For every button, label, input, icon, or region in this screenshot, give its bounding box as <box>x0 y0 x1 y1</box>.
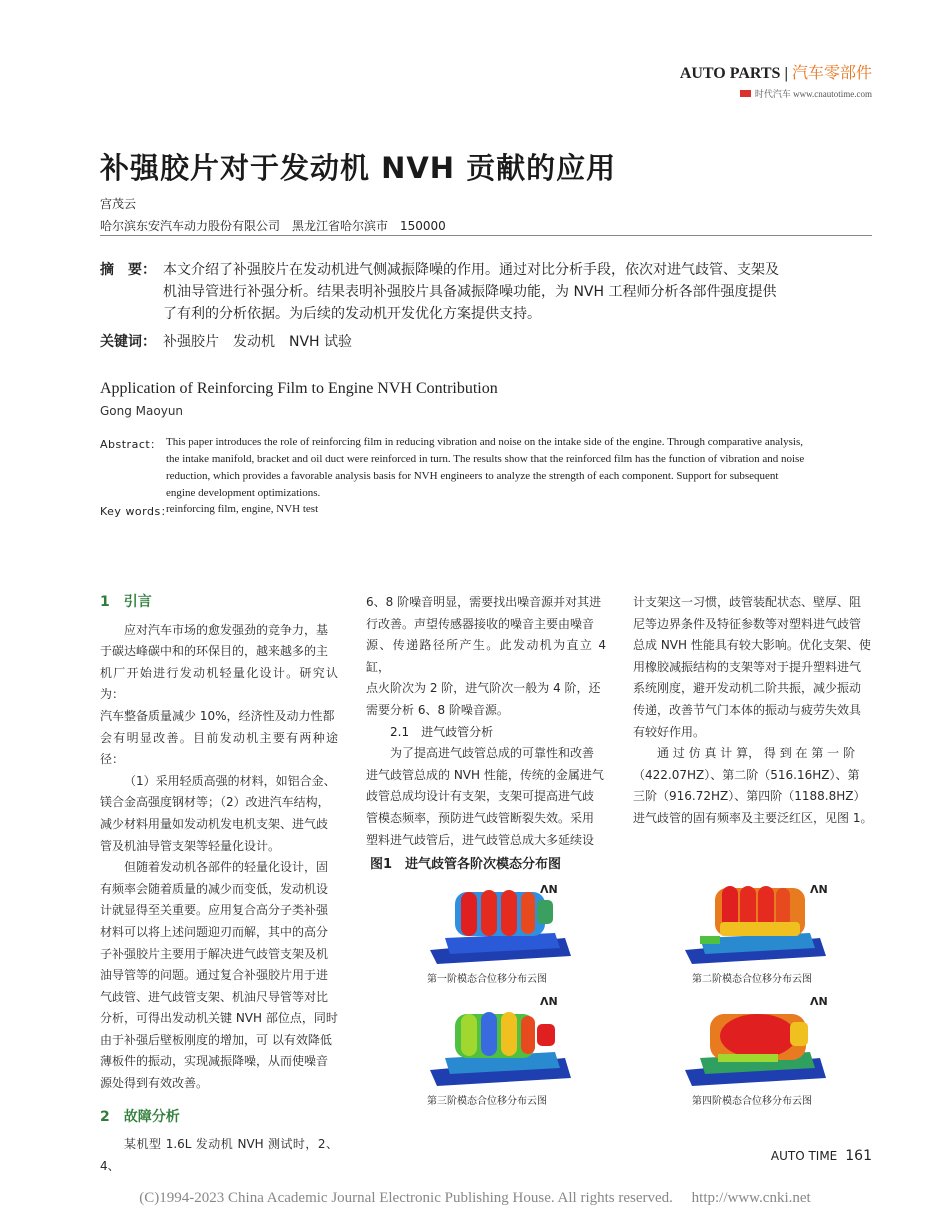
brand-en: AUTO PARTS <box>679 65 781 82</box>
brand-cn: 汽车零部件 <box>791 63 872 82</box>
section-heading-fault: 2 故障分析 <box>100 1108 180 1125</box>
north-indicator: ΛN <box>540 995 558 1008</box>
abstract-cn <box>163 259 875 325</box>
section-heading-intro: 1 引言 <box>100 594 152 610</box>
brand-separator: | <box>784 65 788 82</box>
abstract-cn-label: 摘 要： <box>100 262 156 278</box>
keywords-cn-label: 关键词： <box>100 334 156 350</box>
abstract-en-line: the intake manifold, bracket and oil duct were reinforced in turn. The results show that the reinforced film has the function of vibration and noise <box>166 453 805 465</box>
paragraph: 计支架这一习惯，歧管装配状态、壁厚、阻 尼等边界条件及特征参数等对塑料进气歧管 总成 NVH 性能具有较大影响。优化支架、使 用橡胶减振结构的支架等对于提升塑料进气 系统刚度，避开发动机二阶共振，减少振动 传递，改善节气门本体的振动与疲劳失效具 有较好作用。 <box>633 595 871 739</box>
paragraph: 6、8 阶噪音明显，需要找出噪音源并对其进 行改善。声望传感器接收的噪音主要由噪音 源、传递路径所产生。此发动机为直立 4 缸， 点火阶次为 2 阶，进气阶次一般为 4 阶，还 需要分析 6、8 阶噪音源。 <box>366 595 606 717</box>
north-indicator: ΛN <box>810 883 828 896</box>
column-3 <box>633 592 873 830</box>
keywords-en: reinforcing film, engine, NVH test <box>166 503 319 515</box>
figure-caption: 第二阶模态合位移分布云图 <box>692 974 812 985</box>
north-indicator: ΛN <box>540 883 558 896</box>
page-number: 161 <box>845 1148 872 1164</box>
abstract-cn-line: 机油导管进行补强分析。结果表明补强胶片具备减振降噪功能，为 NVH 工程师分析各部件强度提供 <box>163 284 777 300</box>
column-1 <box>100 592 338 1177</box>
paper-title: 补强胶片对于发动机 NVH 贡献的应用 <box>100 151 617 185</box>
english-author: Gong Maoyun <box>100 404 184 418</box>
paragraph: 通 过 仿 真 计 算， 得 到 在 第 一 阶 （422.07HZ）、第二阶（516.16HZ）、第 三阶（916.72HZ）、第四阶（1188.8HZ） 进气歧管的固有频率及主要泛红区，见图 1。 <box>633 746 873 825</box>
abstract-en-line: engine development optimizations. <box>166 487 321 499</box>
abstract-en-line: This paper introduces the role of reinforcing film in reducing vibration and noise on the intake side of the engine. Through comparative analysis, <box>166 436 804 448</box>
journal-brand <box>680 60 872 100</box>
north-indicator: ΛN <box>810 995 828 1008</box>
keywords-cn: 补强胶片 发动机 NVH 试验 <box>163 334 353 350</box>
abstract-en <box>166 434 876 502</box>
english-title: Application of Reinforcing Film to Engine NVH Contribution <box>100 380 498 397</box>
abstract-cn-line: 本文介绍了补强胶片在发动机进气侧减振降噪的作用。通过对比分析手段，依次对进气歧管、支架及 <box>163 262 779 278</box>
brand-sub: 时代汽车 www.cnautotime.com <box>754 89 872 99</box>
keywords-en-label: Key words： <box>100 505 173 518</box>
paragraph: 为了提高进气歧管总成的可靠性和改善 进气歧管总成的 NVH 性能，传统的金属进气 歧管总成均设计有支架，支架可提高进气歧 管模态频率，预防进气歧管断裂失效。采用 塑料进气歧管后，进气歧管总成大多延续设 <box>366 746 604 847</box>
title-divider <box>100 235 872 236</box>
figure-caption: 第三阶模态合位移分布云图 <box>427 1096 547 1107</box>
column-2 <box>366 592 606 851</box>
mode-2-image <box>680 878 830 968</box>
abstract-cn-line: 了有利的分析依据。为后续的发动机开发优化方案提供支持。 <box>163 306 541 322</box>
figure-caption: 第四阶模态合位移分布云图 <box>692 1096 812 1107</box>
paragraph: （1）采用轻质高强的材料，如铝合金、 镁合金高强度钢材等；（2）改进汽车结构， 减少材料用量如发动机发电机支架、进气歧 管及机油导管支架等轻量化设计。 <box>100 773 336 853</box>
mode-3-image <box>425 1000 575 1090</box>
mode-4-image <box>680 1000 830 1090</box>
figure-caption: 第一阶模态合位移分布云图 <box>427 974 547 985</box>
figure-title: 图1 进气歧管各阶次模态分布图 <box>370 857 562 872</box>
copyright-line: (C)1994-2023 China Academic Journal Electronic Publishing House. All rights reserved. http://www.cnki.net <box>139 1190 811 1206</box>
abstract-en-line: reduction, which provides a favorable analysis basis for NVH engineers to analyze the strength of each component. Support for subsequent <box>166 470 779 482</box>
paragraph: 应对汽车市场的愈发强劲的竞争力，基 于碳达峰碳中和的环保目的，越来越多的主 机厂开始进行发动机轻量化设计。研究认为： 汽车整备质量减少 10%，经济性及动力性都 会有明显改善。目前发动机主要有两种途径： <box>100 622 338 767</box>
page-footer <box>771 1148 872 1164</box>
author: 宫茂云 <box>100 197 137 211</box>
affiliation: 哈尔滨东安汽车动力股份有限公司 黑龙江省哈尔滨市 150000 <box>100 219 446 233</box>
footer-journal: AUTO TIME <box>770 1149 838 1163</box>
paragraph: 但随着发动机各部件的轻量化设计，固 有频率会随着质量的减少而变低，发动机设 计就显得至关重要。应用复合高分子类补强 材料可以将上述问题迎刃而解，其中的高分 子补强胶片主要用于解决进气歧管支架及机 油导管等的问题。通过复合补强胶片用于进 气歧管、进气歧管支架、机油尺导管等对比 分析，可得出发动机关键 NVH 部位点，同时 由于补强后壁板刚度的增加，可 以有效降低 薄板件的振动，实现减振降噪，从而使噪音 源处得到有效改善。 <box>100 860 338 1091</box>
abstract-en-label: Abstract： <box>100 438 162 451</box>
subsection-heading: 2.1 进气歧管分析 <box>390 724 494 739</box>
paragraph: 某机型 1.6L 发动机 NVH 测试时，2、4、 <box>100 1137 338 1173</box>
mail-icon <box>740 90 751 97</box>
